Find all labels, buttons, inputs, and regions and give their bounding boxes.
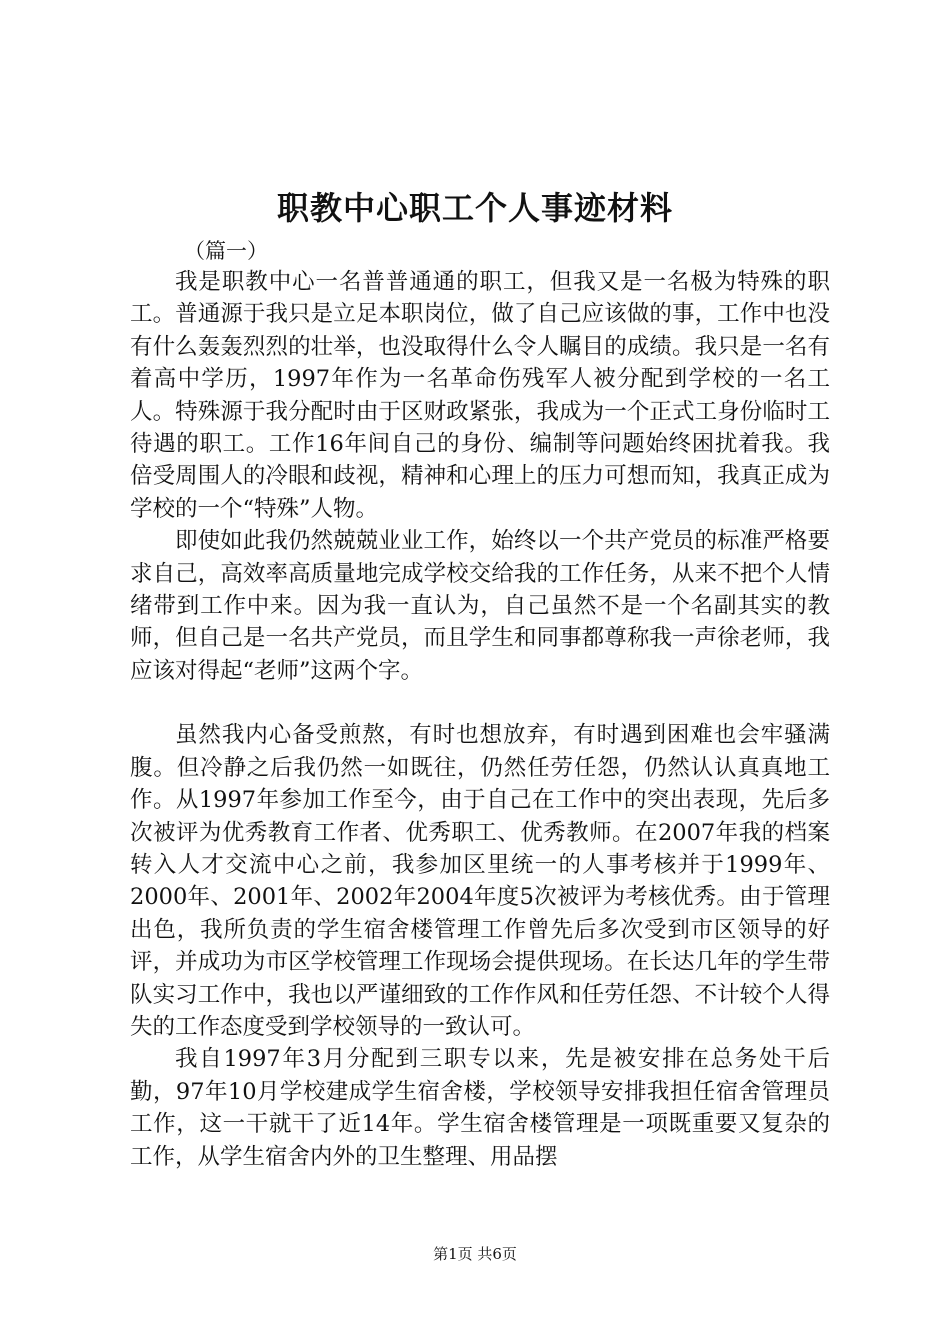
paragraph-1: 我是职教中心一名普普通通的职工，但我又是一名极为特殊的职工。普通源于我只是立足本职岗位，做了自己应该做的事，工作中也没有什么轰轰烈烈的壮举，也没取得什么令人瞩目的成绩。我只是一名有着高中学历，1997年作为一名革命伤残军人被分配到学校的一名工人。特殊源于我分配时由于区财政紧张，我成为一个正式工身份临时工待遇的职工。工作16年间自己的身份、编制等问题始终困扰着我。我倍受周围人的冷眼和歧视，精神和心理上的压力可想而知，我真正成为学校的一个“特殊”人物。: [130, 269, 830, 522]
page-footer: 第1页 共6页: [433, 1245, 517, 1263]
paragraph-3: 虽然我内心备受煎熬，有时也想放弃，有时遇到困难也会牢骚满腹。但冷静之后我仍然一如既往，仍然任劳任怨，仍然认认真真地工作。从1997年参加工作至今，由于自己在工作中的突出表现，先后多次被评为优秀教育工作者、优秀职工、优秀教师。在2007年我的档案转入人才交流中心之前，我参加区里统一的人事考核并于1999年、2000年、2001年、2002年2004年度5次被评为考核优秀。由于管理出色，我所负责的学生宿舍楼管理工作曾先后多次受到市区领导的好评，并成功为市区学校管理工作现场会提供现场。在长达几年的学生带队实习工作中，我也以严谨细致的工作作风和任劳任怨、不计较个人得失的工作态度受到学校领导的一致认可。: [130, 722, 830, 1040]
paragraph-4: 我自1997年3月分配到三职专以来，先是被安排在总务处干后勤，97年10月学校建成学生宿舍楼，学校领导安排我担任宿舍管理员工作，这一干就干了近14年。学生宿舍楼管理是一项既重要又复杂的工作，从学生宿舍内外的卫生整理、用品摆: [130, 1046, 830, 1170]
paragraph-2: 即使如此我仍然兢兢业业工作，始终以一个共产党员的标准严格要求自己，高效率高质量地完成学校交给我的工作任务，从来不把个人情绪带到工作中来。因为我一直认为，自己虽然不是一个名副其实的教师，但自己是一名共产党员，而且学生和同事都尊称我一声徐老师，我应该对得起“老师”这两个字。: [130, 528, 830, 684]
paragraph-gap: [130, 687, 830, 719]
document-body: [130, 266, 830, 1173]
document-title: 职教中心职工个人事迹材料: [276, 189, 673, 227]
section-label: （篇一）: [184, 239, 268, 263]
